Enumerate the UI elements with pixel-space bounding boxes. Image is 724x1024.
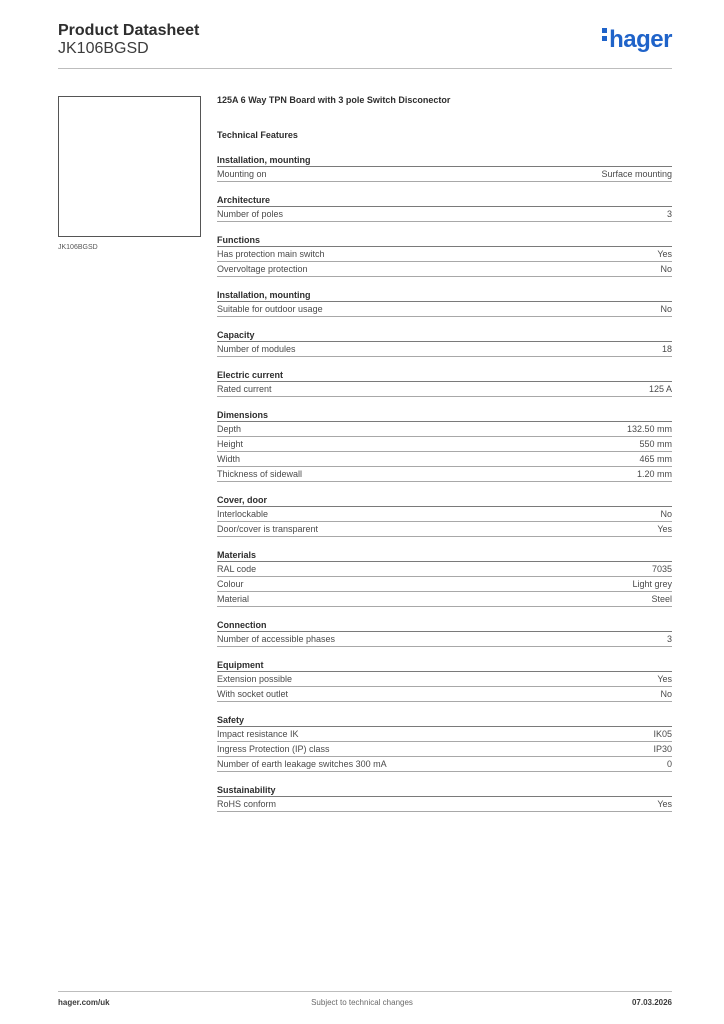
spec-section-title: Materials <box>217 549 672 562</box>
spec-value: 125 A <box>648 384 672 394</box>
spec-row <box>217 437 672 452</box>
spec-section-title: Functions <box>217 234 672 247</box>
spec-label: Number of accessible phases <box>217 634 336 644</box>
spec-value: No <box>660 304 672 314</box>
spec-row <box>217 382 672 397</box>
spec-value: Yes <box>657 249 672 259</box>
product-image-caption: JK106BGSD <box>58 244 98 251</box>
spec-label: Has protection main switch <box>217 249 325 259</box>
spec-row <box>217 632 672 647</box>
spec-row <box>217 577 672 592</box>
spec-label: Number of poles <box>217 209 284 219</box>
spec-section <box>217 494 672 537</box>
spec-row <box>217 302 672 317</box>
spec-section <box>217 409 672 482</box>
spec-label: Colour <box>217 579 244 589</box>
spec-label: Thickness of sidewall <box>217 469 303 479</box>
spec-row <box>217 592 672 607</box>
spec-row <box>217 742 672 757</box>
spec-value: 18 <box>661 344 672 354</box>
product-name: 125A 6 Way TPN Board with 3 pole Switch Disconector <box>217 95 451 105</box>
spec-row <box>217 727 672 742</box>
spec-section <box>217 784 672 812</box>
spec-section-title: Connection <box>217 619 672 632</box>
spec-label: Extension possible <box>217 674 293 684</box>
spec-label: Height <box>217 439 244 449</box>
spec-section-title: Installation, mounting <box>217 154 672 167</box>
header-divider <box>58 68 672 69</box>
spec-label: Width <box>217 454 241 464</box>
spec-label: Door/cover is transparent <box>217 524 319 534</box>
spec-row <box>217 562 672 577</box>
spec-row <box>217 207 672 222</box>
spec-label: RoHS conform <box>217 799 277 809</box>
spec-value: No <box>660 509 672 519</box>
spec-label: Material <box>217 594 250 604</box>
spec-section <box>217 714 672 772</box>
spec-row <box>217 672 672 687</box>
spec-value: IK05 <box>653 729 672 739</box>
spec-value: Steel <box>651 594 672 604</box>
spec-value: No <box>660 264 672 274</box>
logo-dots-icon <box>602 28 607 44</box>
spec-label: Number of earth leakage switches 300 mA <box>217 759 387 769</box>
spec-value: Surface mounting <box>601 169 672 179</box>
spec-label: Suitable for outdoor usage <box>217 304 323 314</box>
spec-row <box>217 452 672 467</box>
spec-section <box>217 154 672 182</box>
spec-sections <box>217 154 672 812</box>
spec-section <box>217 549 672 607</box>
spec-label: Depth <box>217 424 242 434</box>
spec-row <box>217 247 672 262</box>
spec-label: Mounting on <box>217 169 267 179</box>
spec-section <box>217 619 672 647</box>
footer-divider <box>58 991 672 992</box>
spec-value: No <box>660 689 672 699</box>
spec-section-title: Dimensions <box>217 409 672 422</box>
spec-row <box>217 262 672 277</box>
hager-logo <box>602 26 672 54</box>
spec-section-title: Architecture <box>217 194 672 207</box>
spec-label: Overvoltage protection <box>217 264 308 274</box>
spec-row <box>217 167 672 182</box>
spec-value: IP30 <box>653 744 672 754</box>
spec-section <box>217 369 672 397</box>
product-image <box>58 96 201 237</box>
spec-row <box>217 342 672 357</box>
spec-value: 0 <box>666 759 672 769</box>
spec-section <box>217 289 672 317</box>
spec-value: Yes <box>657 524 672 534</box>
spec-label: Interlockable <box>217 509 269 519</box>
spec-value: Yes <box>657 674 672 684</box>
spec-section-title: Safety <box>217 714 672 727</box>
spec-section-title: Electric current <box>217 369 672 382</box>
spec-label: RAL code <box>217 564 257 574</box>
spec-section-title: Sustainability <box>217 784 672 797</box>
footer-website-link[interactable]: hager.com/uk <box>58 998 110 1007</box>
spec-section <box>217 659 672 702</box>
footer-date: 07.03.2026 <box>631 998 672 1007</box>
spec-section-title: Equipment <box>217 659 672 672</box>
spec-value: Yes <box>657 799 672 809</box>
spec-row <box>217 507 672 522</box>
spec-section-title: Installation, mounting <box>217 289 672 302</box>
spec-label: Number of modules <box>217 344 296 354</box>
spec-label: With socket outlet <box>217 689 289 699</box>
spec-value: 3 <box>666 634 672 644</box>
spec-section <box>217 234 672 277</box>
page-title: Product Datasheet <box>58 22 200 39</box>
spec-value: 550 mm <box>639 439 672 449</box>
spec-value: 7035 <box>651 564 672 574</box>
spec-row <box>217 797 672 812</box>
spec-row <box>217 422 672 437</box>
spec-value: Light grey <box>632 579 672 589</box>
technical-features-heading: Technical Features <box>217 130 298 140</box>
footer-note: Subject to technical changes <box>311 998 413 1007</box>
spec-section <box>217 329 672 357</box>
spec-row <box>217 687 672 702</box>
datasheet-content <box>217 95 672 812</box>
spec-row <box>217 757 672 772</box>
spec-value: 1.20 mm <box>636 469 672 479</box>
spec-value: 3 <box>666 209 672 219</box>
spec-label: Rated current <box>217 384 272 394</box>
spec-section-title: Cover, door <box>217 494 672 507</box>
spec-section-title: Capacity <box>217 329 672 342</box>
spec-value: 132.50 mm <box>626 424 672 434</box>
logo-text: hager <box>609 26 672 53</box>
spec-value: 465 mm <box>639 454 672 464</box>
product-code: JK106BGSD <box>58 40 149 57</box>
spec-row <box>217 467 672 482</box>
spec-section <box>217 194 672 222</box>
spec-row <box>217 522 672 537</box>
spec-label: Impact resistance IK <box>217 729 299 739</box>
spec-label: Ingress Protection (IP) class <box>217 744 330 754</box>
